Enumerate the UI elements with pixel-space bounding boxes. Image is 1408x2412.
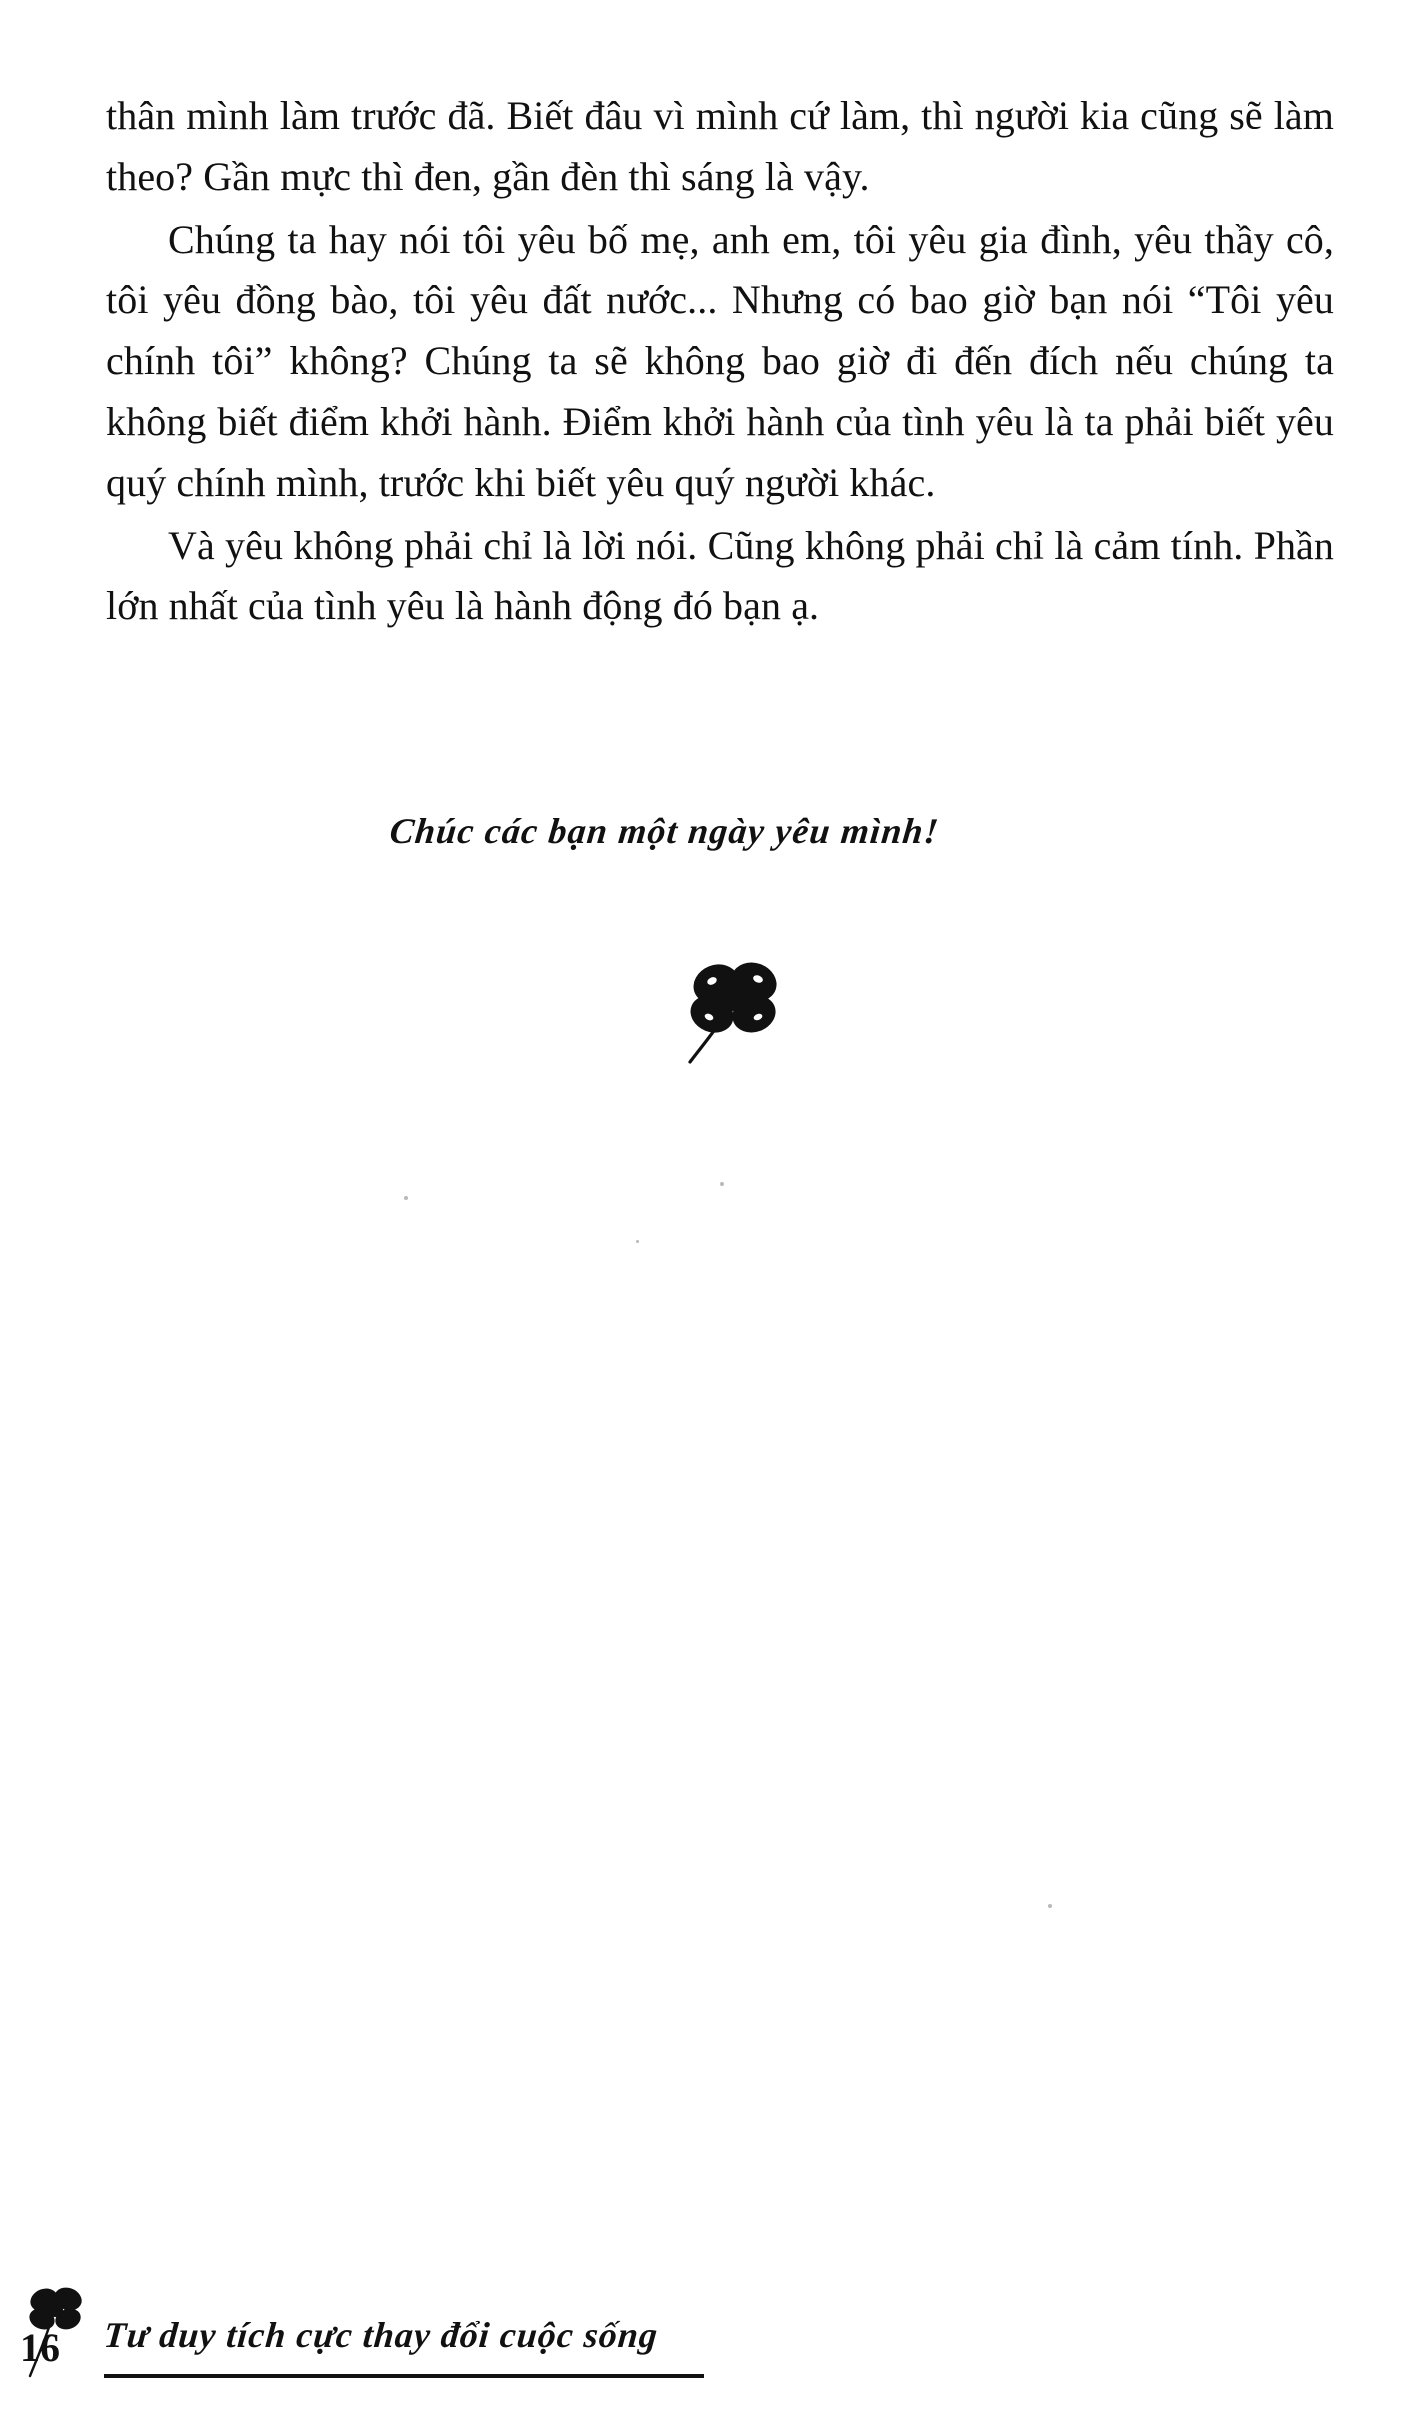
scan-speck: [1048, 1904, 1052, 1908]
scan-speck: [404, 1196, 408, 1200]
four-leaf-clover-icon: [668, 948, 798, 1088]
closing-line: Chúc các bạn một ngày yêu mình!: [387, 811, 942, 851]
page-number: 16: [20, 2325, 60, 2370]
paragraph-3: Và yêu không phải chỉ là lời nói. Cũng không phải chỉ là cảm tính. Phần lớn nhất của tình yêu là hành động đó bạn ạ.: [106, 522, 1334, 629]
scan-speck: [636, 1240, 639, 1243]
paragraph-1: thân mình làm trước đã. Biết đâu vì mình cứ làm, thì người kia cũng sẽ làm theo? Gần mực thì đen, gần đèn thì sáng là vậy.: [106, 93, 1334, 199]
running-title: Tư duy tích cực thay đổi cuộc sống: [102, 2315, 660, 2355]
page-body-text: [106, 86, 1334, 639]
page-footer: [0, 2262, 1408, 2412]
footer-divider: [104, 2374, 704, 2378]
paragraph-2: Chúng ta hay nói tôi yêu bố mẹ, anh em, tôi yêu gia đình, yêu thầy cô, tôi yêu đồng bào, tôi yêu đất nước... Nhưng có bao giờ bạn nói “Tôi yêu chính tôi” không? Chúng ta sẽ không bao giờ đi đến đích nếu chúng ta không biết điểm khởi hành. Điểm khởi hành của tình yêu là ta phải biết yêu quý chính mình, trước khi biết yêu quý người khác.: [106, 216, 1334, 505]
scan-speck: [720, 1182, 724, 1186]
